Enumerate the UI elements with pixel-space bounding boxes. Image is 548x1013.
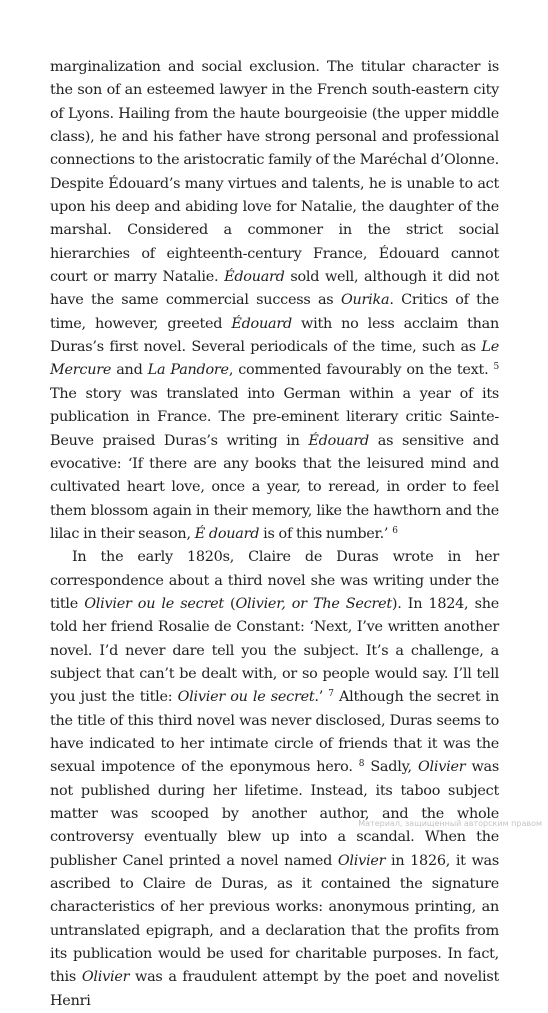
- text-run: (: [223, 595, 236, 612]
- italic-text: Olivier ou le secret: [177, 689, 315, 706]
- italic-text: Olivier: [81, 969, 130, 986]
- text-run: , commented favourably on the text.: [228, 362, 494, 379]
- text-run: ). In 1824, she told her friend Rosalie de Constant: ‘Next, I’ve written another novel. I’d never dare tell you the subject. It’s a challenge, a subject that can’t be dealt with, or so people would say. I’ll tell you just the title:: [50, 595, 499, 706]
- italic-text: Olivier, or The Secret: [235, 595, 392, 612]
- footnote-reference: 5: [493, 362, 499, 373]
- italic-text: Édouard: [224, 269, 285, 286]
- text-run: was not published during her lifetime. Instead, its taboo subject matter was scooped by another author, and the whole controversy eventually blew up into a scandal. When the publisher Canel printed a novel named: [50, 759, 499, 869]
- footnote-reference: 6: [392, 525, 398, 536]
- italic-text: É douard: [194, 525, 260, 542]
- paragraph-1: [50, 56, 499, 546]
- footnote-reference: 7: [328, 689, 334, 700]
- text-run: sold well, although it did not have the same commercial success as: [50, 269, 500, 309]
- italic-text: Olivier: [337, 852, 386, 869]
- text-run: . Critics of the time, however, greeted: [50, 292, 500, 332]
- text-run: Although the secret in the title of this third novel was never disclosed, Duras seems to have indicated to her intimate circle of friends that it was the sexual impotence of the eponymous hero.: [50, 689, 499, 776]
- italic-text: Le Mercure: [50, 339, 499, 379]
- italic-text: Édouard: [308, 432, 369, 449]
- page-body: [50, 56, 499, 1013]
- text-run: in 1826, it was ascribed to Claire de Duras, as it contained the signature characteristics of her previous works: anonymous printing, an untranslated epigraph, and a declaration that the profits from its publication would be used for charitable purposes. In fact, this: [50, 852, 499, 986]
- text-run: marginalization and social exclusion. The titular character is the son of an esteemed lawyer in the French south-eastern city of Lyons. Hailing from the haute bourgeoisie (the upper middle class), he and his father have strong personal and professional connections to the aristocratic family of the Maréchal d’Olonne. Despite Édouard’s many virtues and talents, he is unable to act upon his deep and abiding love for Natalie, the daughter of the marshal. Considered a commoner in the strict social hierarchies of eighteenth-century France, Édouard cannot court or marry Natalie.: [50, 59, 499, 286]
- text-run: is of this number.’: [259, 525, 393, 542]
- text-run: Sadly,: [364, 759, 418, 776]
- text-run: with no less acclaim than Duras’s first novel. Several periodicals of the time, such as: [50, 315, 499, 356]
- copyright-watermark: Материал, защищенный авторским правом: [358, 819, 542, 828]
- text-run: The story was translated into German within a year of its publication in France. The pre-eminent literary critic Sainte-Beuve praised Duras’s writing in: [50, 385, 499, 449]
- text-run: was a fraudulent attempt by the poet and novelist Henri: [50, 969, 499, 1009]
- italic-text: Édouard: [231, 315, 292, 332]
- footnote-reference: 8: [358, 759, 365, 770]
- text-run: and: [111, 362, 148, 379]
- text-run: In the early 1820s, Claire de Duras wrote in her correspondence about a third novel she was writing under the title: [50, 549, 499, 612]
- text-run: as sensitive and evocative: ‘If there are any books that the leisured mind and cultivated heart love, once a year, to reread, in order to feel them blossom again in their memory, like the hawthorn and the lilac in their season,: [50, 432, 499, 542]
- italic-text: Ourika: [340, 292, 390, 309]
- text-run: .’: [314, 689, 329, 706]
- italic-text: La Pandore: [147, 362, 229, 379]
- italic-text: Olivier ou le secret: [84, 595, 224, 612]
- italic-text: Olivier: [417, 759, 466, 776]
- paragraph-2: [50, 546, 499, 1013]
